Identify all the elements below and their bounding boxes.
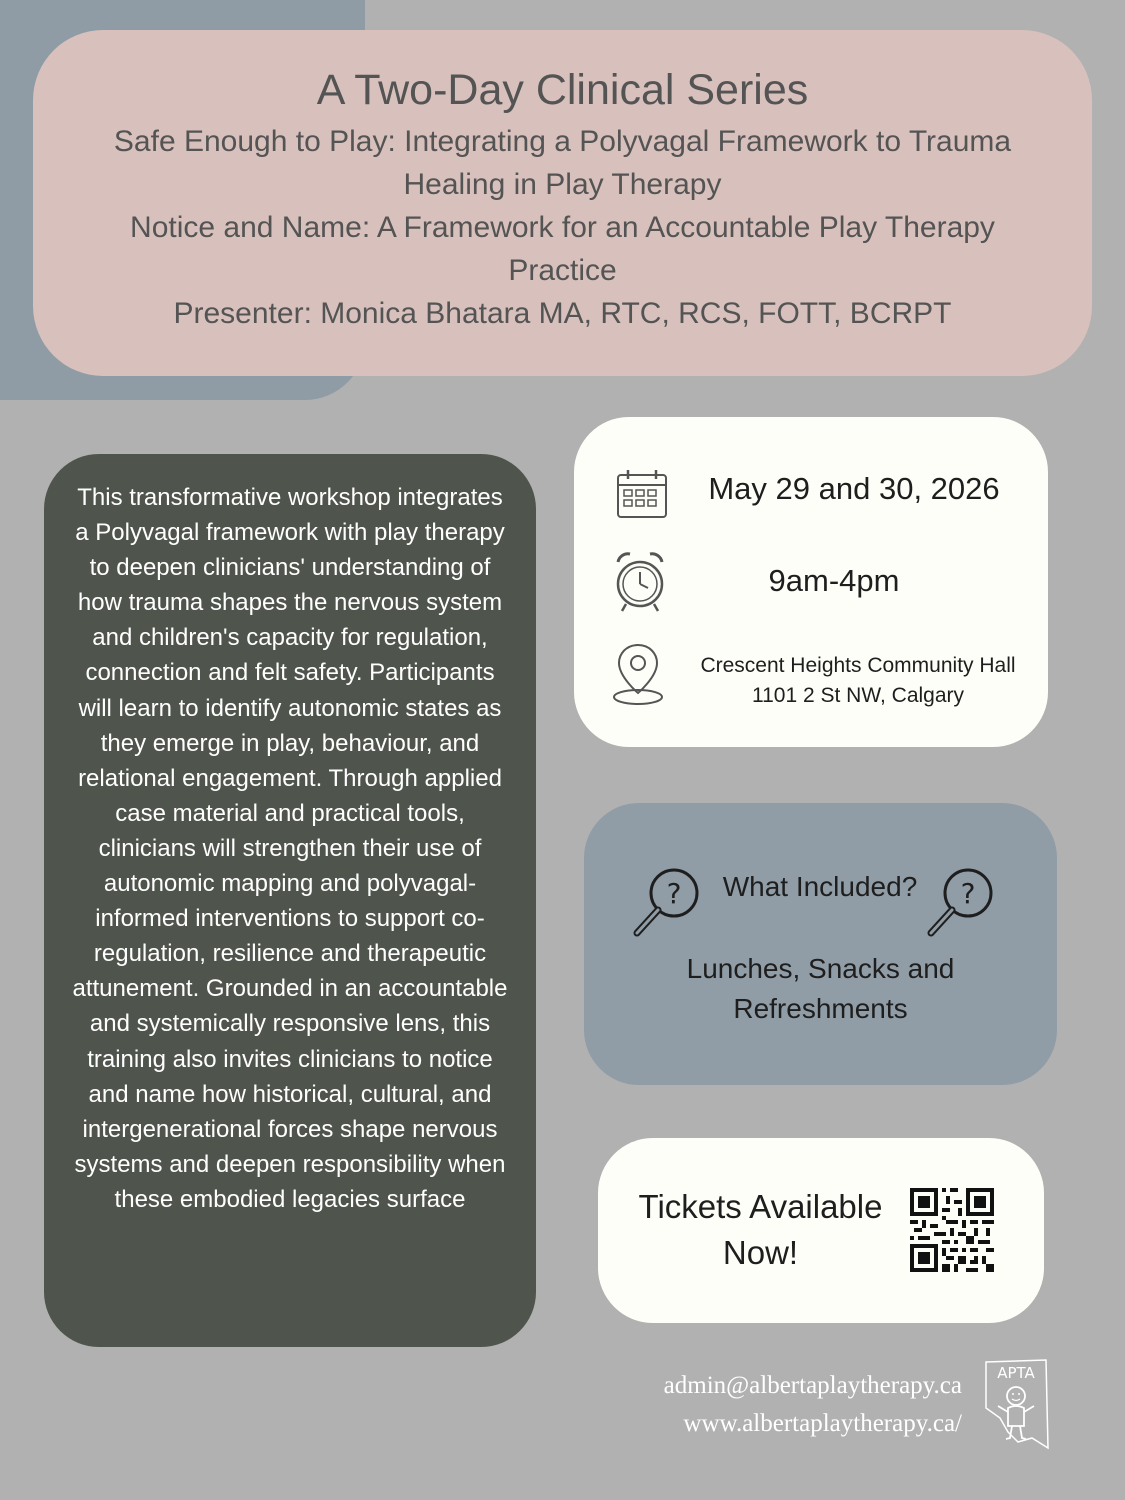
svg-text:?: ? (960, 877, 976, 910)
included-items (584, 949, 1057, 1029)
event-date: May 29 and 30, 2026 (708, 471, 1000, 506)
event-info-card (574, 417, 1048, 747)
included-heading: What Included? (722, 871, 918, 902)
magnifier-question-icon (629, 863, 705, 939)
magnifier-question-icon (923, 863, 999, 939)
tickets-line-2: Now! (722, 1234, 799, 1271)
calendar-icon (612, 467, 672, 521)
tickets-text (628, 1184, 893, 1276)
venue-name: Crescent Heights Community Hall (700, 654, 1016, 677)
qr-code-icon[interactable] (910, 1188, 994, 1272)
apta-logo (978, 1356, 1054, 1456)
description-text: This transformative workshop integrates a Polyvagal framework with play therapy to deepen clinicians' understanding of how trauma shapes the nervous system and children's capacity for regulation, connection and felt safety. Participants will learn to identify autonomic states as they emerge in play, behaviour, and relational engagement. Through applied case material and practical tools, clinicians will strengthen their use of autonomic mapping and polyvagal-informed interventions to support co-regulation, resilience and therapeutic attunement. Grounded in an accountable and systemically responsive lens, this training also invites clinicians to notice and name how historical, cultural, and intergenerational forces shape nervous systems and deepen responsibility when these embodied legacies surface (72, 484, 508, 1213)
included-items-line-2: Refreshments (733, 993, 908, 1024)
location-pin-icon (610, 641, 666, 707)
event-time: 9am-4pm (768, 563, 900, 598)
svg-text:?: ? (666, 877, 682, 910)
event-location (674, 651, 1042, 711)
tickets-line-1: Tickets Available (638, 1188, 883, 1225)
contact-email-link[interactable]: admin@albertaplaytherapy.ca (663, 1372, 962, 1399)
series-title-2: Notice and Name: A Framework for an Accountable Play Therapy Practice (130, 211, 995, 287)
tickets-card[interactable] (598, 1138, 1044, 1323)
alarm-clock-icon (612, 548, 668, 614)
series-title-1: Safe Enough to Play: Integrating a Polyvagal Framework to Trauma Healing in Play Therapy (113, 125, 1012, 201)
presenter-line: Presenter: Monica Bhatara MA, RTC, RCS, FOTT, BCRPT (173, 297, 952, 330)
venue-address: 1101 2 St NW, Calgary (751, 684, 965, 707)
svg-text:APTA: APTA (997, 1364, 1035, 1382)
included-card (584, 803, 1057, 1085)
page-title: A Two-Day Clinical Series (316, 66, 809, 114)
website-link[interactable]: www.albertaplaytherapy.ca/ (683, 1410, 962, 1437)
included-items-line-1: Lunches, Snacks and (686, 953, 955, 984)
header-card (33, 30, 1092, 376)
description-card (44, 454, 536, 1347)
